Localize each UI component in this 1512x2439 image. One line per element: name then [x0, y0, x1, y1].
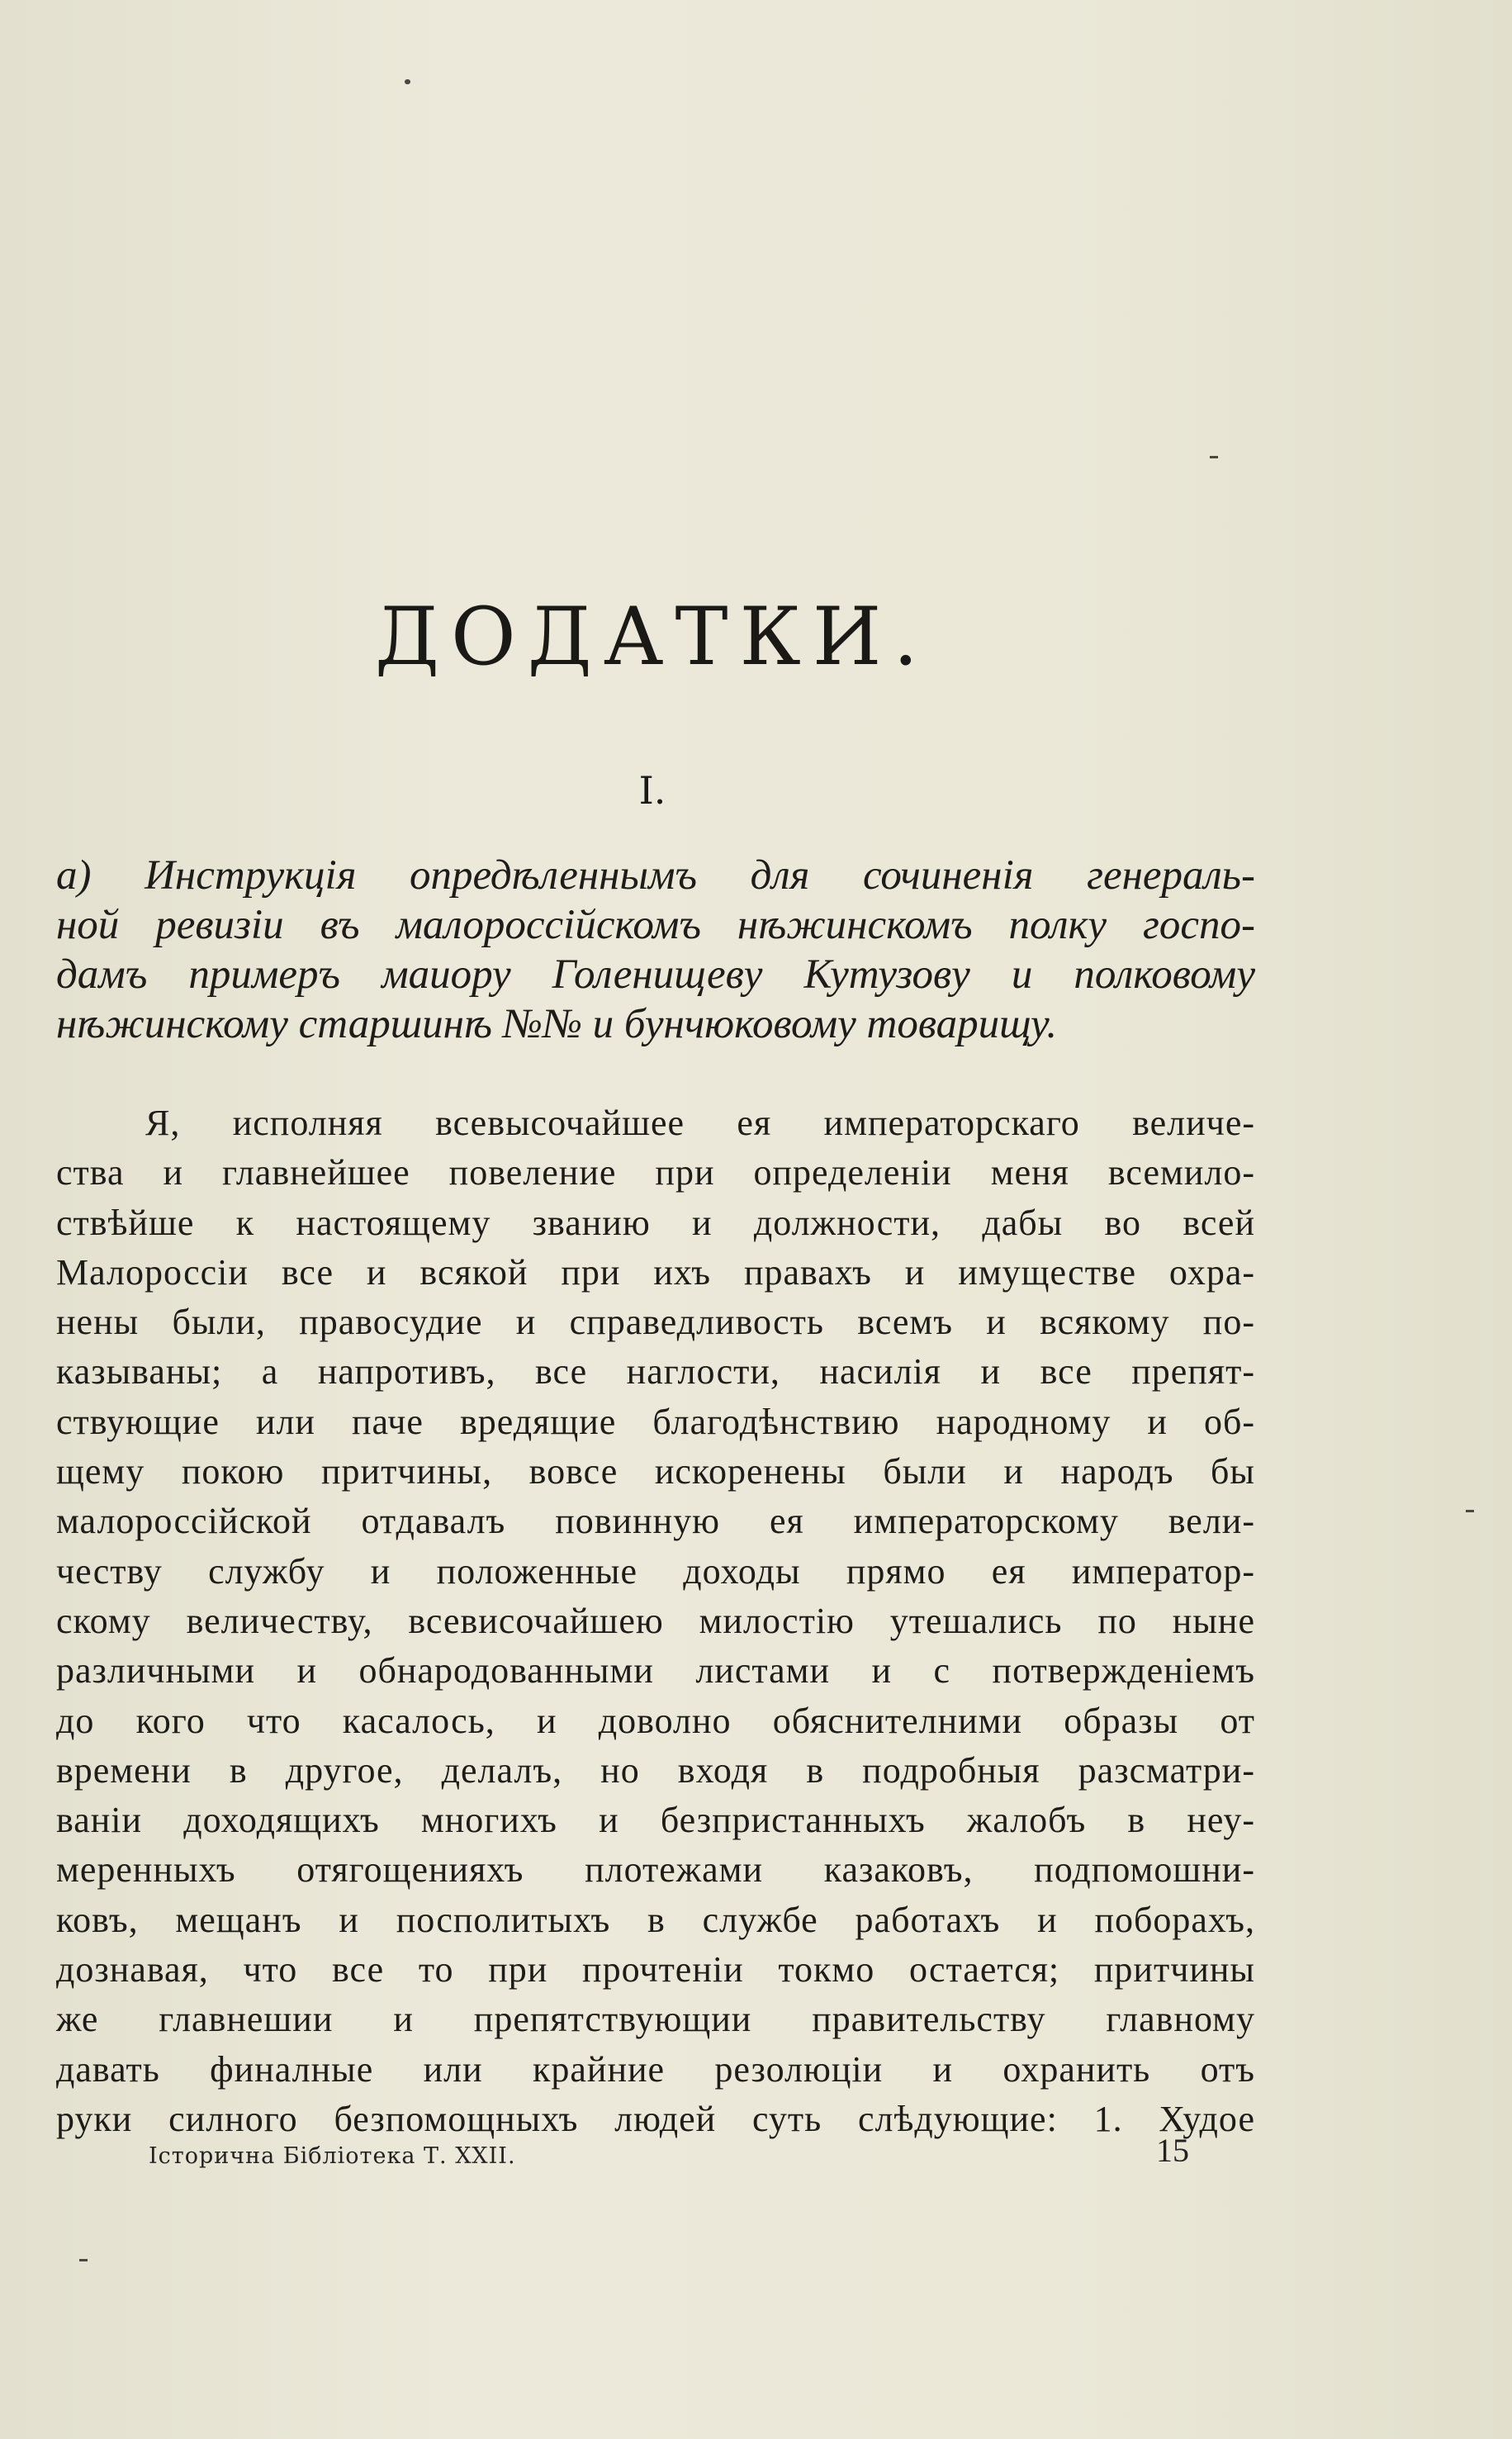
body-line: времени в другое, делалъ, но входя в подробныя разсматри- — [56, 1749, 1255, 1791]
body-line: давать финалные или крайние резолюціи и охранить отъ — [56, 2048, 1255, 2090]
body-line: ствѣйше к настоящему званию и должности, дабы во всей — [56, 1202, 1255, 1243]
body-line: руки силного безпомощныхъ людей суть слѣдующие: 1. Худое — [56, 2098, 1255, 2139]
print-speck — [1466, 1510, 1474, 1512]
section-number: I. — [638, 768, 666, 813]
print-speck — [79, 2259, 88, 2261]
body-line: малороссійской отдавалъ повинную ея императорскому вели- — [56, 1501, 1255, 1542]
heading-line: нѣжинскому старшинѣ №№ и бунчюковому товарищу. — [56, 1001, 1058, 1047]
body-line: скому величеству, всевисочайшею милостію утешались по ныне — [56, 1600, 1255, 1641]
body-line: меренныхъ отягощенияхъ плотежами казаковъ, подпомошни- — [56, 1849, 1255, 1891]
page-number: 15 — [1156, 2132, 1189, 2169]
body-line: ковъ, мещанъ и посполитыхъ в службе работахъ и поборахъ, — [56, 1899, 1255, 1940]
body-line: ваніи доходящихъ многихъ и безпристанныхъ жалобъ в неу- — [56, 1800, 1255, 1841]
body-line: до кого что касалось, и доволно обяснителними образы от — [56, 1700, 1255, 1741]
print-speck — [1210, 456, 1218, 458]
heading-line: ной ревизіи въ малороссійскомъ нѣжинскомъ полку госпо- — [56, 902, 1255, 948]
body-line: казываны; а напротивъ, все наглости, насилія и все препят- — [56, 1351, 1255, 1393]
body-line: Малороссіи все и всякой при ихъ правахъ и имуществе охра- — [56, 1251, 1255, 1293]
body-line: дознавая, что все то при прочтеніи токмо остается; притчины — [56, 1949, 1255, 1991]
body-line: ствующие или паче вредящие благодѣнствию народному и об- — [56, 1401, 1255, 1442]
running-footer: Історична Бібліотека Т. XXII. — [149, 2143, 516, 2169]
body-line: ства и главнейшее повеление при определеніи меня всемило- — [56, 1152, 1255, 1193]
body-line: щему покою притчины, вовсе искоренены были и народъ бы — [56, 1451, 1255, 1492]
body-paragraph — [56, 1098, 1255, 2144]
body-line: нены были, правосудие и справедливость всемъ и всякому по- — [56, 1302, 1255, 1343]
body-line: честву службу и положенные доходы прямо ея император- — [56, 1550, 1255, 1592]
page-title: ДОДАТКИ. — [374, 591, 931, 683]
heading-line: а) Инструкція опредѣленнымъ для сочиненія генераль- — [56, 852, 1255, 899]
body-line: же главнешии и препятствующии правительству главному — [56, 1999, 1255, 2040]
heading-line: дамъ примеръ маиору Голенищеву Кутузову и полковому — [56, 951, 1255, 998]
body-line: различными и обнародованными листами и с потвержденіемъ — [56, 1650, 1255, 1692]
body-line: Я, исполняя всевысочайшее ея императорскаго величе- — [145, 1103, 1255, 1143]
section-heading — [56, 851, 1255, 1049]
print-speck — [405, 79, 410, 84]
